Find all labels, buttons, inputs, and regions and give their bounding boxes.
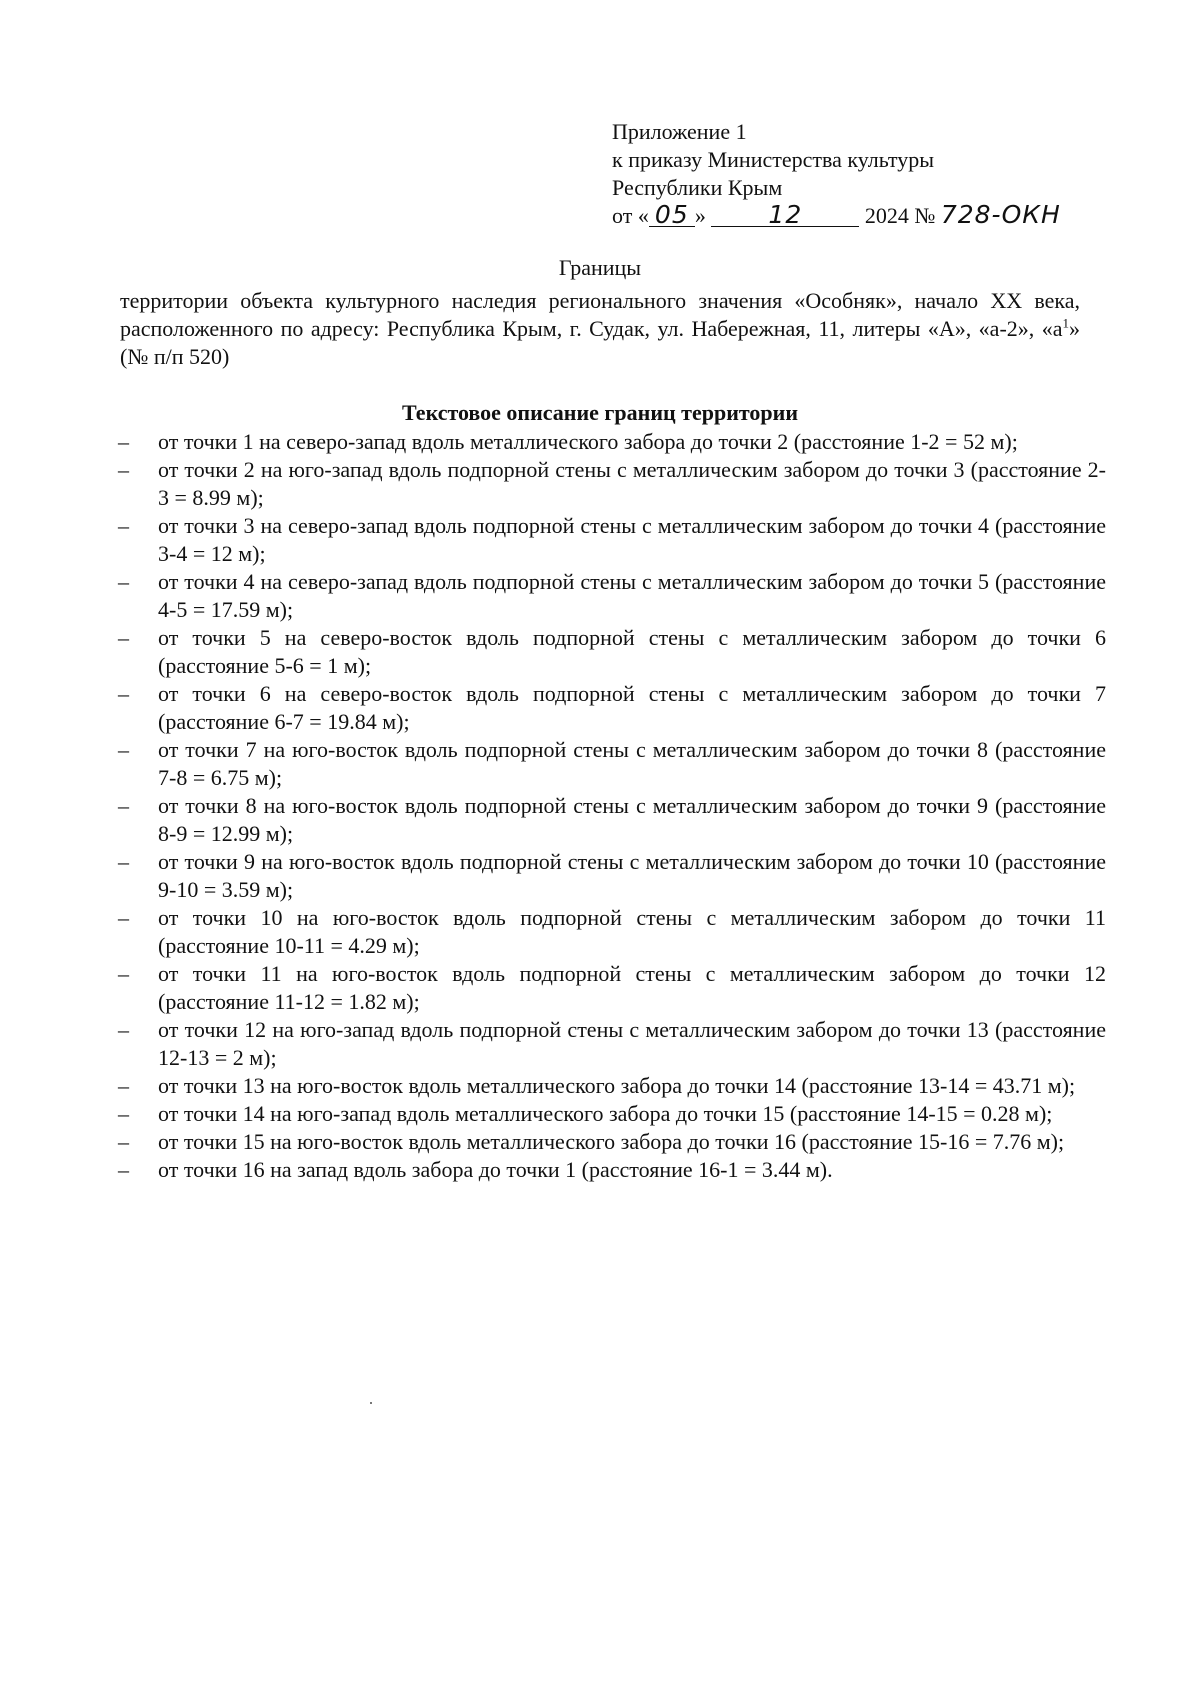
list-dash: – [118,849,129,874]
boundary-segment-text: от точки 2 на юго-запад вдоль подпорной стены с металлическим забором до точки 3 (расстояние 2-3 = 8.99 м); [158,457,1106,510]
appendix-republic: Республики Крым [612,175,783,200]
boundary-segment-item [118,1016,1106,1072]
date-day-handwritten: 05 [649,204,695,227]
date-month-handwritten: 12 [711,204,859,227]
list-dash: – [118,1101,129,1126]
list-dash: – [118,793,129,818]
boundary-segment-text: от точки 13 на юго-восток вдоль металлического забора до точки 14 (расстояние 13-14 = 43.71 м); [158,1073,1076,1098]
boundary-segment-item [118,680,1106,736]
subject-text-end: » (№ п/п 520) [120,316,1080,369]
list-dash: – [118,1073,129,1098]
list-dash: – [118,681,129,706]
boundary-segment-item [118,512,1106,568]
document-heading: Границы [558,255,642,280]
list-dash: – [118,1129,129,1154]
order-number-handwritten: 728-ОКН [940,200,1061,229]
boundary-segment-text: от точки 16 на запад вдоль забора до точки 1 (расстояние 16-1 = 3.44 м). [158,1157,833,1182]
boundary-segment-text: от точки 9 на юго-восток вдоль подпорной стены с металлическим забором до точки 10 (расстояние 9-10 = 3.59 м); [158,849,1106,902]
list-dash: – [118,737,129,762]
boundary-segment-item [118,1156,1106,1184]
list-dash: – [118,625,129,650]
boundary-segment-text: от точки 4 на северо-запад вдоль подпорной стены с металлическим забором до точки 5 (расстояние 4-5 = 17.59 м); [158,569,1106,622]
date-separator: » [694,203,706,228]
boundary-segment-item [118,960,1106,1016]
boundary-segment-item [118,736,1106,792]
boundary-segment-text: от точки 7 на юго-восток вдоль подпорной стены с металлическим забором до точки 8 (расстояние 7-8 = 6.75 м); [158,737,1106,790]
boundary-segment-item [118,904,1106,960]
boundary-segment-text: от точки 5 на северо-восток вдоль подпорной стены с металлическим забором до точки 6 (расстояние 5-6 = 1 м); [158,625,1106,678]
boundary-segment-text: от точки 11 на юго-восток вдоль подпорной стены с металлическим забором до точки 12 (расстояние 11-12 = 1.82 м); [158,961,1106,1014]
list-dash: – [118,1017,129,1042]
boundary-segment-item [118,1128,1106,1156]
boundary-segment-item [118,1072,1106,1100]
boundary-segment-item [118,624,1106,680]
date-year: 2024 № [864,203,936,228]
boundary-segment-item [118,1100,1106,1128]
appendix-title: Приложение 1 [612,119,747,144]
boundary-segment-item [118,792,1106,848]
appendix-block [612,118,1061,230]
scan-speck [370,1402,372,1404]
list-dash: – [118,961,129,986]
boundary-description-list [118,428,1106,1184]
list-dash: – [118,569,129,594]
boundary-segment-text: от точки 14 на юго-запад вдоль металлического забора до точки 15 (расстояние 14-15 = 0.28 м); [158,1101,1053,1126]
subject-text: территории объекта культурного наследия регионального значения «Особняк», начало XX века, расположенного по адресу: Республика Крым, г. Судак, ул. Набережная, 11, литеры «А», «а-2», «а [120,288,1080,341]
document-subject [120,287,1080,371]
boundary-segment-text: от точки 10 на юго-восток вдоль подпорной стены с металлическим забором до точки 11 (расстояние 10-11 = 4.29 м); [158,905,1106,958]
list-dash: – [118,1157,129,1182]
list-dash: – [118,429,129,454]
appendix-order-ref: к приказу Министерства культуры [612,147,935,172]
boundary-segment-text: от точки 1 на северо-запад вдоль металлического забора до точки 2 (расстояние 1-2 = 52 м); [158,429,1018,454]
section-title: Текстовое описание границ территории [401,400,799,425]
date-prefix: от « [612,203,649,228]
boundary-segment-item [118,428,1106,456]
boundary-segment-item [118,456,1106,512]
appendix-date-line [612,202,1061,230]
boundary-segment-item [118,568,1106,624]
boundary-segment-item [118,848,1106,904]
list-dash: – [118,457,129,482]
boundary-segment-text: от точки 15 на юго-восток вдоль металлического забора до точки 16 (расстояние 15-16 = 7.76 м); [158,1129,1065,1154]
boundary-segment-text: от точки 6 на северо-восток вдоль подпорной стены с металлическим забором до точки 7 (расстояние 6-7 = 19.84 м); [158,681,1106,734]
boundary-segment-text: от точки 8 на юго-восток вдоль подпорной стены с металлическим забором до точки 9 (расстояние 8-9 = 12.99 м); [158,793,1106,846]
subject-superscript: 1 [1062,315,1069,331]
boundary-segment-text: от точки 3 на северо-запад вдоль подпорной стены с металлическим забором до точки 4 (расстояние 3-4 = 12 м); [158,513,1106,566]
list-dash: – [118,513,129,538]
list-dash: – [118,905,129,930]
boundary-segment-text: от точки 12 на юго-запад вдоль подпорной стены с металлическим забором до точки 13 (расстояние 12-13 = 2 м); [158,1017,1106,1070]
